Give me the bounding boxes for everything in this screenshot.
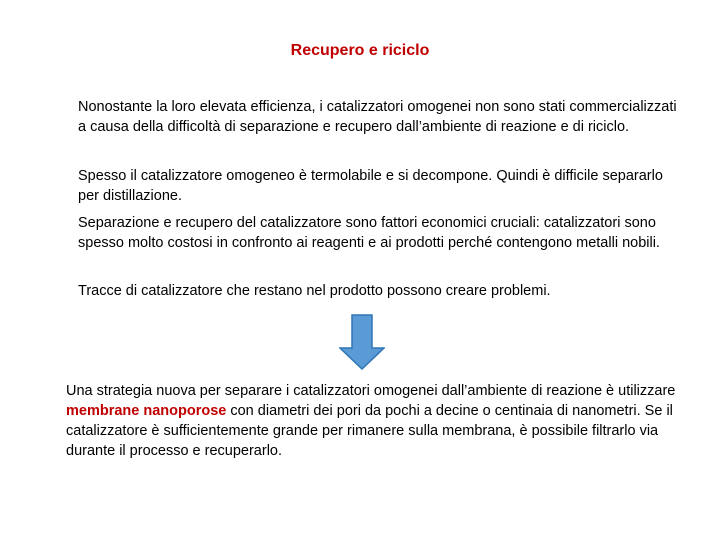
conclusion-text-before: Una strategia nuova per separare i catalizzatori omogenei dall’ambiente di reazione è utilizzare bbox=[66, 383, 676, 399]
paragraph-economic-factors: Separazione e recupero del catalizzatore sono fattori economici cruciali: catalizzatori sono spesso molto costosi in confronto ai reagenti e ai prodotti perché contengono metalli nobili. bbox=[78, 215, 660, 251]
page-title: Recupero e riciclo bbox=[290, 42, 430, 59]
paragraph-thermolabile: Spesso il catalizzatore omogeneo è termolabile e si decompone. Quindi è difficile separarlo per distillazione. bbox=[78, 168, 663, 204]
conclusion-paragraph bbox=[66, 381, 686, 461]
paragraph-traces: Tracce di catalizzatore che restano nel prodotto possono creare problemi. bbox=[78, 283, 551, 299]
highlight-membrane-nanoporose: membrane nanoporose bbox=[66, 403, 227, 419]
down-arrow-icon bbox=[339, 314, 385, 370]
paragraph-efficiency: Nonostante la loro elevata efficienza, i catalizzatori omogenei non sono stati commercializzati a causa della difficoltà di separazione e recupero dall’ambiente di reazione e di riciclo. bbox=[78, 99, 677, 135]
conclusion-text-after: con diametri dei pori da pochi a decine o centinaia di nanometri. Se il catalizzatore è sufficientemente grande per rimanere sulla membrana, è possibile filtrarlo via durante il processo e recuperarlo. bbox=[66, 403, 673, 459]
